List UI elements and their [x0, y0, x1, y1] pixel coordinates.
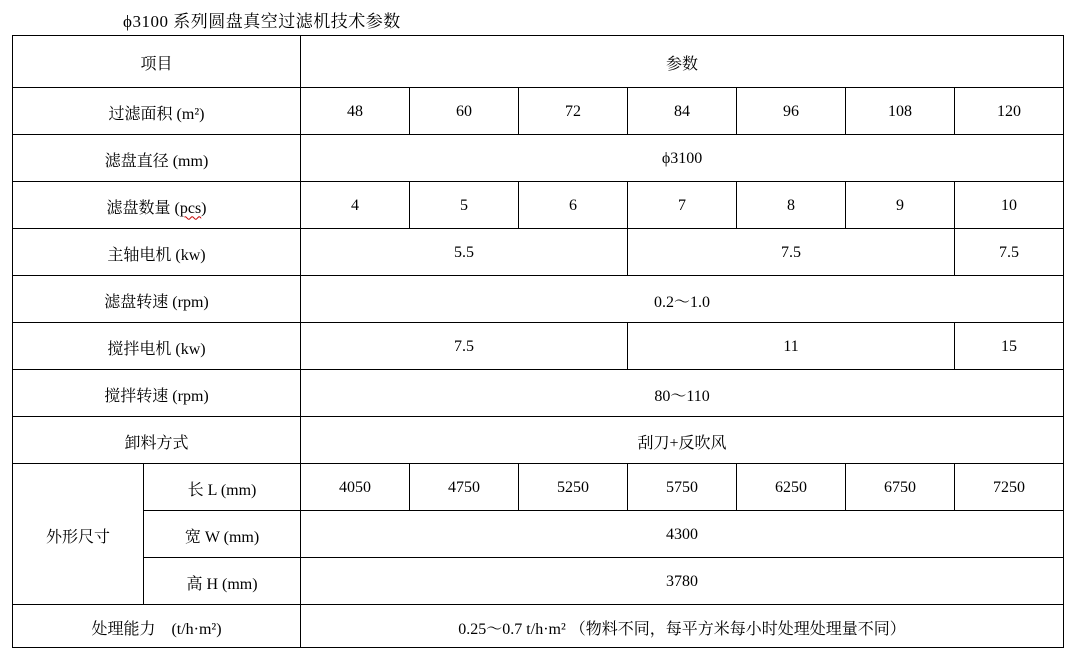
discharge-label: 卸料方式	[13, 417, 301, 464]
agitator-speed-label: 搅拌转速 (rpm)	[13, 370, 301, 417]
row-main-motor	[13, 229, 1064, 276]
header-row	[13, 36, 1064, 88]
filter-area-value-3: 84	[628, 88, 737, 135]
filter-area-value-0: 48	[301, 88, 410, 135]
disc-count-value-4: 8	[737, 182, 846, 229]
spec-table	[12, 35, 1064, 648]
dimension-length-value-5: 6750	[846, 464, 955, 511]
dimension-height-label: 高 H (mm)	[144, 558, 301, 605]
disc-diameter-value: ϕ3100	[301, 135, 1064, 182]
dimension-height-value: 3780	[301, 558, 1064, 605]
disc-count-value-6: 10	[955, 182, 1064, 229]
agitator-motor-value-0: 7.5	[301, 323, 628, 370]
filter-area-value-4: 96	[737, 88, 846, 135]
row-discharge	[13, 417, 1064, 464]
row-agitator-motor	[13, 323, 1064, 370]
filter-area-value-5: 108	[846, 88, 955, 135]
row-dimension-height	[13, 558, 1064, 605]
dimensions-label: 外形尺寸	[13, 464, 144, 605]
row-disc-count	[13, 182, 1064, 229]
disc-count-label-prefix: 滤盘数量 (	[106, 199, 180, 217]
capacity-label: 处理能力 (t/h·m²)	[13, 605, 301, 648]
main-motor-value-2: 7.5	[955, 229, 1064, 276]
filter-area-label: 过滤面积 (m²)	[13, 88, 301, 135]
filter-area-value-1: 60	[410, 88, 519, 135]
agitator-motor-value-1: 11	[628, 323, 955, 370]
row-capacity	[13, 605, 1064, 648]
disc-count-label-suffix: )	[201, 199, 207, 217]
agitator-motor-label: 搅拌电机 (kw)	[13, 323, 301, 370]
dimension-length-value-6: 7250	[955, 464, 1064, 511]
disc-count-value-2: 6	[519, 182, 628, 229]
disc-diameter-label: 滤盘直径 (mm)	[13, 135, 301, 182]
header-item-cell: 项目	[13, 36, 301, 88]
dimension-length-label: 长 L (mm)	[144, 464, 301, 511]
agitator-speed-value: 80～110	[301, 370, 1064, 417]
disc-count-value-1: 5	[410, 182, 519, 229]
row-agitator-speed	[13, 370, 1064, 417]
filter-area-value-6: 120	[955, 88, 1064, 135]
disc-count-value-0: 4	[301, 182, 410, 229]
row-disc-speed	[13, 276, 1064, 323]
discharge-value: 刮刀+反吹风	[301, 417, 1064, 464]
disc-speed-value: 0.2～1.0	[301, 276, 1064, 323]
dimension-length-value-0: 4050	[301, 464, 410, 511]
header-param-cell: 参数	[301, 36, 1064, 88]
dimension-width-value: 4300	[301, 511, 1064, 558]
filter-area-value-2: 72	[519, 88, 628, 135]
agitator-motor-value-2: 15	[955, 323, 1064, 370]
disc-count-label	[13, 182, 301, 229]
capacity-value: 0.25～0.7 t/h·m² （物料不同，每平方米每小时处理处理量不同）	[301, 605, 1064, 648]
main-motor-value-0: 5.5	[301, 229, 628, 276]
disc-count-label-pcs: pcs	[179, 199, 202, 217]
disc-count-value-3: 7	[628, 182, 737, 229]
row-disc-diameter	[13, 135, 1064, 182]
disc-speed-label: 滤盘转速 (rpm)	[13, 276, 301, 323]
row-filter-area	[13, 88, 1064, 135]
main-motor-label: 主轴电机 (kw)	[13, 229, 301, 276]
dimension-length-value-4: 6250	[737, 464, 846, 511]
dimension-length-value-3: 5750	[628, 464, 737, 511]
dimension-width-label: 宽 W (mm)	[144, 511, 301, 558]
row-dimension-length	[13, 464, 1064, 511]
main-motor-value-1: 7.5	[628, 229, 955, 276]
page-title: ϕ3100 系列圆盘真空过滤机技术参数	[123, 12, 401, 31]
dimension-length-value-2: 5250	[519, 464, 628, 511]
dimension-length-value-1: 4750	[410, 464, 519, 511]
row-dimension-width	[13, 511, 1064, 558]
disc-count-value-5: 9	[846, 182, 955, 229]
